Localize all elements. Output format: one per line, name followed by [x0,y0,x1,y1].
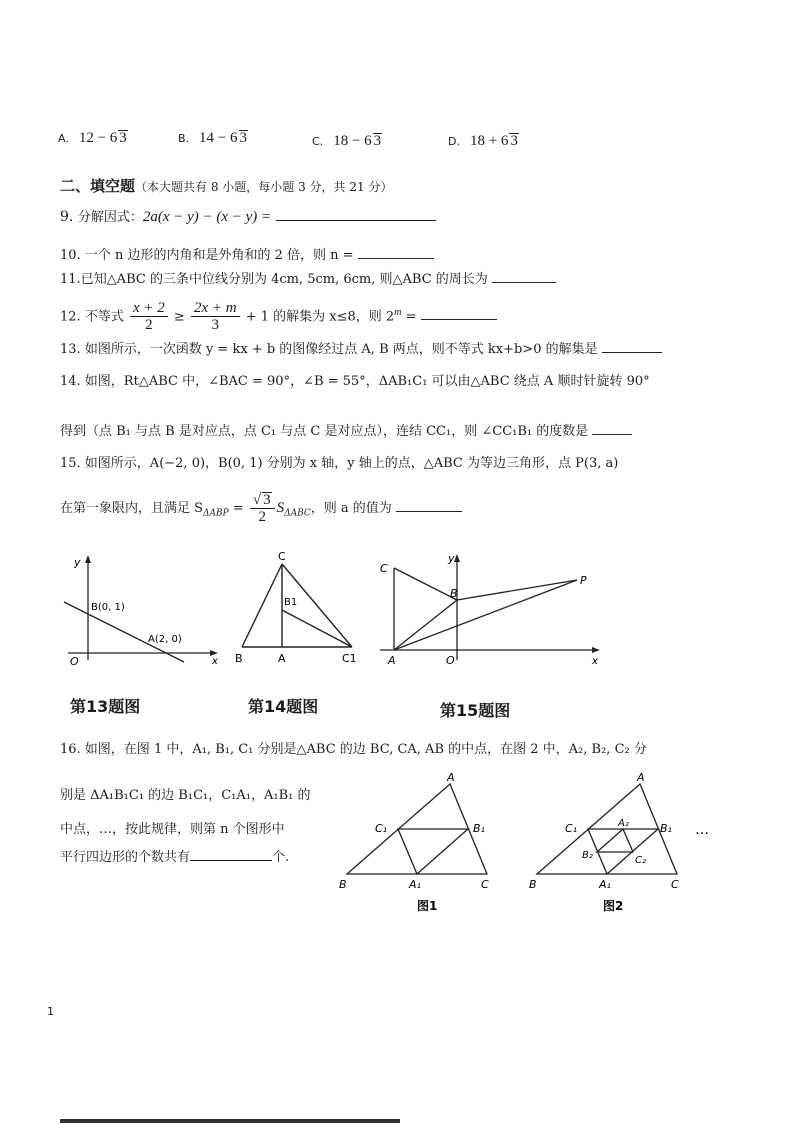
fig16b-continuation: … [695,822,709,838]
q14-answer-blank[interactable] [592,420,632,435]
option-b-label: B. [178,132,190,145]
fig16b-inner-triangle [597,829,633,852]
fig15-label-b: B [450,587,458,600]
fig16b-label-b2: B₂ [582,850,593,861]
option-a-pre: 12 − 6 [78,130,118,146]
fig14-label-c: C [278,550,286,563]
q10-answer-blank[interactable] [358,244,434,259]
fig15-side-ab [394,600,457,650]
fig15-caption: 第15题图 [440,701,511,720]
fig16a-label-b1: B₁ [473,822,485,835]
q12-frac1-den: 2 [145,317,153,334]
question-16-line-4 [60,846,289,868]
q15-s2: S [276,500,285,516]
fig15-label-x: x [592,656,598,667]
q15-pre: 在第一象限内，且满足 S [60,501,204,516]
question-15-line-2: 在第一象限内，且满足 $S_{\Delta ABP}$ = $\frac{√ 3}{2}$ $S_{\Delta ABC}$，则 a 的值为 [60,490,462,532]
fig15-side-cb [394,568,457,600]
fig13-y-label: y [74,556,81,569]
q8-option-c [312,131,382,152]
q8-option-d [448,131,519,152]
fig15-x-arrow [592,647,600,653]
question-14-line-2 [60,420,632,442]
fig16b-label-c2: C₂ [635,855,646,866]
option-d-rad-value: 3 [510,133,518,149]
q10-text: 一个 n 边形的内角和是外角和的 2 倍，则 n = [84,248,354,263]
option-d-pre: 18 + 6 [469,133,509,149]
q9-expression: 2a(x − y) − (x − y) = [142,209,272,225]
fig16b-label-c1: C₁ [565,822,578,835]
q9-number: 9. [60,209,74,225]
q12-fraction-2 [191,300,240,333]
question-16-line-2: 别是 ΔA₁B₁C₁ 的边 B₁C₁，C₁A₁，A₁B₁ 的 [60,788,311,803]
fig14-label-a: A [278,652,286,665]
fig16a-label-a: A [447,771,455,784]
option-c-label: C. [312,135,324,148]
q12-frac2-den: 3 [211,317,220,334]
question-12 [60,296,497,334]
fig16b-label-a: A [637,771,645,784]
fig14-label-c1: C1 [342,652,357,665]
question-16-line-1: 16. 如图，在图 1 中，A₁, B₁, C₁ 分别是△ABC 的边 BC, CA, AB 的中点，在图 2 中，A₂, B₂, C₂ 分 [60,742,647,757]
q12-ge: ≥ [173,309,185,325]
q12-pre: 不等式 [84,309,124,325]
fig16a-label-a1: A₁ [409,878,421,891]
option-d-label: D. [448,135,460,148]
q10-number: 10. [60,248,81,263]
fig14-label-b1: B1 [284,597,298,608]
q15-frac-rad: 3 [263,492,271,508]
fig15-label-y: y [448,552,455,565]
question-16-line-3: 中点，…，按此规律，则第 n 个图形中 [60,822,285,837]
q15-frac-num: √ 3 [250,492,275,509]
question-13 [60,338,662,360]
q13-text: 如图所示，一次函数 y = kx + b 的图像经过点 A, B 两点，则不等式 kx+b>0 的解集是 [84,342,598,357]
option-c-pre: 18 − 6 [333,133,372,149]
q12-frac1-num: x + 2 [130,300,168,317]
fig16b-label-c: C [671,878,679,891]
q11-answer-blank[interactable] [492,268,556,283]
q13-number: 13. [60,342,81,357]
fig16a-medial-triangle [398,829,468,874]
q11-text: 已知△ABC 的三条中位线分别为 4cm, 5cm, 6cm, 则△ABC 的周长为 [80,272,488,287]
option-b-rad-value: 3 [239,130,248,146]
figure-13 [58,550,228,680]
q15-fraction [250,492,275,525]
option-b-pre: 14 − 6 [199,130,238,146]
fig15-label-c: C [380,562,388,575]
figure-16-2 [525,770,725,920]
question-11 [60,268,556,290]
option-a-rad-value: 3 [119,130,127,146]
q11-number: 11. [60,272,81,287]
q12-frac2-num: 2x + m [191,300,240,317]
q15-answer-blank[interactable] [396,497,462,512]
q14-line-2-text: 得到（点 B₁ 与点 B 是对应点，点 C₁ 与点 C 是对应点），连结 CC₁，则 ∠CC₁B₁ 的度数是 [60,424,589,439]
fig16a-label-c: C [481,878,489,891]
q8-option-b [178,128,248,149]
q12-eq: = [401,309,417,325]
fig14-caption: 第14题图 [248,697,319,716]
fig16a-label-c1: C₁ [375,822,388,835]
question-14-line-1: 14. 如图，Rt△ABC 中，∠BAC = 90°，∠B = 55°，ΔAB₁C₁ 可以由△ABC 绕点 A 顺时针旋转 90° [60,374,650,389]
fig15-segment-bp [457,580,577,600]
section-title: 二、填空题 [60,177,136,195]
figure-15 [372,550,607,675]
fig16b-label-a1: A₁ [599,878,611,891]
fig13-y-arrow [85,555,91,563]
fig15-label-p: P [580,574,587,587]
q9-answer-blank[interactable] [276,206,436,221]
option-c-radicand [373,133,383,149]
option-b-radicand [239,130,249,146]
question-10 [60,244,434,266]
q12-answer-blank[interactable] [421,305,497,320]
fig13-point-b-label: B(0, 1) [91,602,125,613]
margin-mark: 1 [47,1005,54,1018]
q15-post: ，则 a 的值为 [310,501,392,516]
fig14-side-cb [242,564,282,647]
q13-answer-blank[interactable] [602,338,662,353]
fig13-x-label: x [212,656,218,667]
fig13-origin-label: O [70,655,79,668]
fig16b-label-b: B [529,878,537,891]
fig15-label-a: A [388,654,396,667]
q9-text: 分解因式： [77,210,143,225]
q15-sub-2: ΔABC [284,508,311,519]
fig14-side-b1c1 [282,610,352,647]
question-9 [60,206,436,228]
q15-frac-den: 2 [258,509,266,525]
q15-sub-1: ΔABP [203,508,229,519]
section-heading [60,176,392,197]
q12-fraction-1 [130,300,168,333]
fig16b-label-b1: B₁ [660,822,672,835]
q12-superscript: m [394,307,402,318]
fig16a-label-b: B [339,878,347,891]
fig15-segment-ap [394,580,577,650]
option-c-rad-value: 3 [373,133,382,149]
figure-14 [232,550,367,670]
fig14-label-b: B [235,652,243,665]
figure-16-1 [335,770,505,920]
q12-number: 12. [60,309,81,325]
section-note: （本大题共有 8 小题，每小题 3 分，共 21 分） [135,180,393,194]
option-a-label: A. [58,132,69,145]
q16-line-4-pre: 平行四边形的个数共有 [60,850,191,865]
q8-options [58,128,128,149]
fig15-label-o: O [446,654,455,667]
fig16a-caption: 图1 [417,899,438,913]
q16-line-4-post: 个. [272,850,290,865]
fig13-point-a-label: A(2, 0) [148,634,182,645]
fig16b-caption: 图2 [603,899,624,913]
option-a-radicand [118,130,128,146]
fig13-caption: 第13题图 [70,697,141,716]
option-d-radicand [509,133,519,149]
question-15-line-1: 15. 如图所示，A(−2, 0)，B(0, 1) 分别为 x 轴，y 轴上的点，△ABC 为等边三角形，点 P(3, a) [60,456,619,471]
fig16b-label-a2: A₂ [618,818,629,829]
fig15-y-arrow [454,554,460,562]
q12-post: + 1 的解集为 x≤8，则 2 [245,309,395,325]
q16-answer-blank[interactable] [190,846,272,861]
page-edge-shadow [60,1119,400,1123]
